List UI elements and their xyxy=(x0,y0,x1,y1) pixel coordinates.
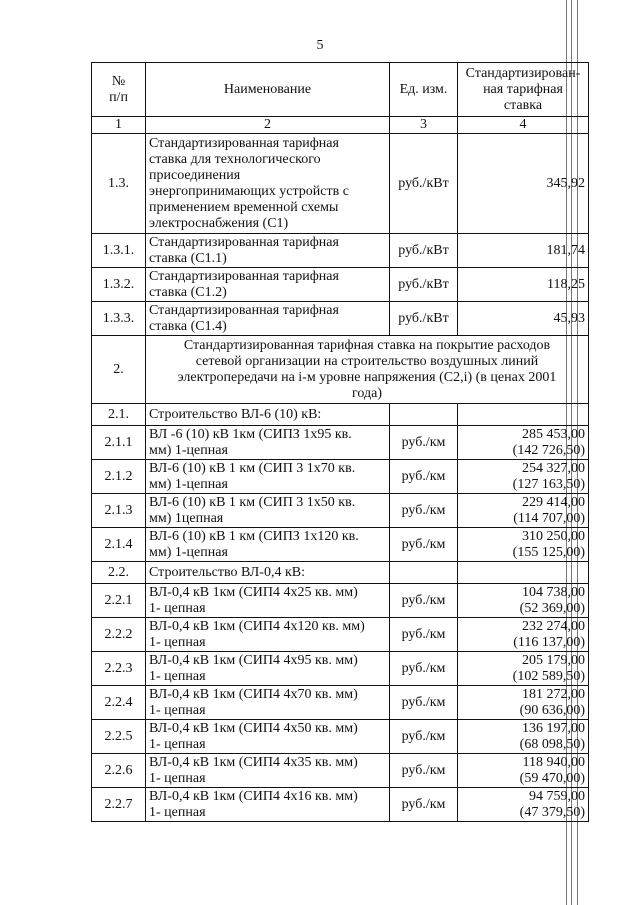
row-value xyxy=(458,234,589,268)
row-unit: руб./кВт xyxy=(390,234,458,268)
row-value xyxy=(458,426,589,460)
row-value xyxy=(458,720,589,754)
row-value xyxy=(458,788,589,822)
table-row xyxy=(92,268,589,302)
row-number: 1.3.1. xyxy=(92,234,146,268)
row-value xyxy=(458,652,589,686)
row-value-secondary: (59 470,00) xyxy=(519,770,585,786)
table-row xyxy=(92,720,589,754)
column-index: 3 xyxy=(390,117,458,134)
table-row xyxy=(92,618,589,652)
row-value xyxy=(458,562,589,584)
tariff-table xyxy=(91,62,589,822)
row-number: 2.1.3 xyxy=(92,494,146,528)
row-value-main: 345,92 xyxy=(546,175,585,191)
row-value xyxy=(458,134,589,234)
row-value xyxy=(458,494,589,528)
row-number: 2.2.4 xyxy=(92,686,146,720)
table-row xyxy=(92,584,589,618)
row-unit: руб./км xyxy=(390,754,458,788)
row-number: 2.2.1 xyxy=(92,584,146,618)
row-value-secondary: (47 379,50) xyxy=(519,804,585,820)
row-value xyxy=(458,584,589,618)
row-unit: руб./км xyxy=(390,618,458,652)
row-name: ВЛ-0,4 кВ 1км (СИП4 4х50 кв. мм) 1- цепная xyxy=(146,720,390,754)
tariff-table-body xyxy=(92,63,589,822)
row-value-main: 285 453,00 xyxy=(522,426,585,442)
row-value xyxy=(458,460,589,494)
table-row xyxy=(92,460,589,494)
table-row xyxy=(92,528,589,562)
column-index-row xyxy=(92,117,589,134)
table-header-row xyxy=(92,63,589,117)
row-name: ВЛ -6 (10) кВ 1км (СИПЗ 1х95 кв. мм) 1-цепная xyxy=(146,426,390,460)
row-unit: руб./км xyxy=(390,686,458,720)
row-name: ВЛ-0,4 кВ 1км (СИП4 4х120 кв. мм) 1- цепная xyxy=(146,618,390,652)
row-number: 2.1. xyxy=(92,404,146,426)
row-unit: руб./кВт xyxy=(390,134,458,234)
row-value-main: 118,25 xyxy=(547,276,585,292)
table-row xyxy=(92,134,589,234)
row-value-secondary: (155 125,00) xyxy=(512,544,585,560)
row-number: 2.2.3 xyxy=(92,652,146,686)
row-name: ВЛ-0,4 кВ 1км (СИП4 4х95 кв. мм) 1- цепная xyxy=(146,652,390,686)
row-name: Стандартизированная тарифная ставка (С1.2) xyxy=(146,268,390,302)
row-number: 2.2.5 xyxy=(92,720,146,754)
row-unit: руб./км xyxy=(390,528,458,562)
column-index: 2 xyxy=(146,117,390,134)
row-unit: руб./кВт xyxy=(390,268,458,302)
row-name: ВЛ-0,4 кВ 1км (СИП4 4х70 кв. мм) 1- цепная xyxy=(146,686,390,720)
row-value-main: 229 414,00 xyxy=(522,494,585,510)
header-value: Стандартизирован- ная тарифная ставка xyxy=(458,63,589,117)
row-number: 2. xyxy=(92,336,146,404)
row-value xyxy=(458,528,589,562)
row-value-secondary: (142 726,50) xyxy=(512,442,585,458)
row-name: Строительство ВЛ-6 (10) кВ: xyxy=(146,404,390,426)
row-name: Стандартизированная тарифная ставка на покрытие расходов сетевой организации на строительство воздушных линий электропередачи на i-м уровне напряжения (С2,i) (в ценах 2001 года) xyxy=(146,336,589,404)
table-row xyxy=(92,562,589,584)
row-value xyxy=(458,302,589,336)
table-row xyxy=(92,686,589,720)
table-row xyxy=(92,426,589,460)
column-index: 4 xyxy=(458,117,589,134)
row-unit: руб./км xyxy=(390,426,458,460)
row-number: 2.2.7 xyxy=(92,788,146,822)
table-row xyxy=(92,336,589,404)
row-name: Стандартизированная тарифная ставка (С1.4) xyxy=(146,302,390,336)
row-name: ВЛ-0,4 кВ 1км (СИП4 4х35 кв. мм) 1- цепная xyxy=(146,754,390,788)
row-unit: руб./км xyxy=(390,720,458,754)
row-number: 2.2. xyxy=(92,562,146,584)
row-value xyxy=(458,686,589,720)
page-number: 5 xyxy=(316,38,324,53)
row-unit: руб./км xyxy=(390,460,458,494)
row-number: 2.1.1 xyxy=(92,426,146,460)
row-value-main: 310 250,00 xyxy=(522,528,585,544)
table-row xyxy=(92,494,589,528)
row-value-secondary: (68 098,50) xyxy=(519,736,585,752)
table-row xyxy=(92,234,589,268)
row-name: Стандартизированная тарифная ставка для технологического присоединения энергопринимающих устройств с применением временной схемы электроснабжения (С1) xyxy=(146,134,390,234)
row-value-secondary: (127 163,50) xyxy=(512,476,585,492)
table-row xyxy=(92,404,589,426)
row-name: ВЛ-0,4 кВ 1км (СИП4 4х16 кв. мм) 1- цепная xyxy=(146,788,390,822)
row-name: Строительство ВЛ-0,4 кВ: xyxy=(146,562,390,584)
row-name: Стандартизированная тарифная ставка (С1.1) xyxy=(146,234,390,268)
row-value-secondary: (116 137,00) xyxy=(513,634,585,650)
column-index: 1 xyxy=(92,117,146,134)
row-number: 1.3. xyxy=(92,134,146,234)
row-value-main: 181 272,00 xyxy=(522,686,585,702)
row-number: 2.2.6 xyxy=(92,754,146,788)
row-unit: руб./км xyxy=(390,494,458,528)
row-value-main: 118 940,00 xyxy=(522,754,585,770)
row-number: 2.1.4 xyxy=(92,528,146,562)
row-value-main: 205 179,00 xyxy=(522,652,585,668)
row-unit xyxy=(390,562,458,584)
header-name: Наименование xyxy=(146,63,390,117)
header-unit: Ед. изм. xyxy=(390,63,458,117)
row-value-main: 94 759,00 xyxy=(529,788,585,804)
row-name: ВЛ-6 (10) кВ 1 км (СИП 3 1х50 кв. мм) 1цепная xyxy=(146,494,390,528)
row-value-main: 254 327,00 xyxy=(522,460,585,476)
row-unit: руб./кВт xyxy=(390,302,458,336)
row-value-main: 104 738,00 xyxy=(522,584,585,600)
table-row xyxy=(92,302,589,336)
row-number: 1.3.2. xyxy=(92,268,146,302)
row-value-secondary: (102 589,50) xyxy=(512,668,585,684)
row-value-main: 45,93 xyxy=(553,310,585,326)
row-number: 2.1.2 xyxy=(92,460,146,494)
header-num: № п/п xyxy=(92,63,146,117)
row-value-secondary: (52 369,00) xyxy=(519,600,585,616)
row-value xyxy=(458,618,589,652)
table-row xyxy=(92,788,589,822)
row-value-main: 181,74 xyxy=(546,242,585,258)
row-unit: руб./км xyxy=(390,584,458,618)
row-name: ВЛ-0,4 кВ 1км (СИП4 4х25 кв. мм) 1- цепная xyxy=(146,584,390,618)
row-value-main: 232 274,00 xyxy=(522,618,585,634)
row-value-secondary: (90 636,00) xyxy=(519,702,585,718)
row-name: ВЛ-6 (10) кВ 1 км (СИП 3 1х70 кв. мм) 1-цепная xyxy=(146,460,390,494)
row-value xyxy=(458,268,589,302)
row-unit: руб./км xyxy=(390,788,458,822)
row-name: ВЛ-6 (10) кВ 1 км (СИПЗ 1х120 кв. мм) 1-цепная xyxy=(146,528,390,562)
row-value xyxy=(458,404,589,426)
row-value-main: 136 197,00 xyxy=(522,720,585,736)
row-unit xyxy=(390,404,458,426)
row-number: 2.2.2 xyxy=(92,618,146,652)
table-row xyxy=(92,652,589,686)
row-value-secondary: (114 707,00) xyxy=(513,510,585,526)
row-unit: руб./км xyxy=(390,652,458,686)
table-row xyxy=(92,754,589,788)
row-number: 1.3.3. xyxy=(92,302,146,336)
row-value xyxy=(458,754,589,788)
